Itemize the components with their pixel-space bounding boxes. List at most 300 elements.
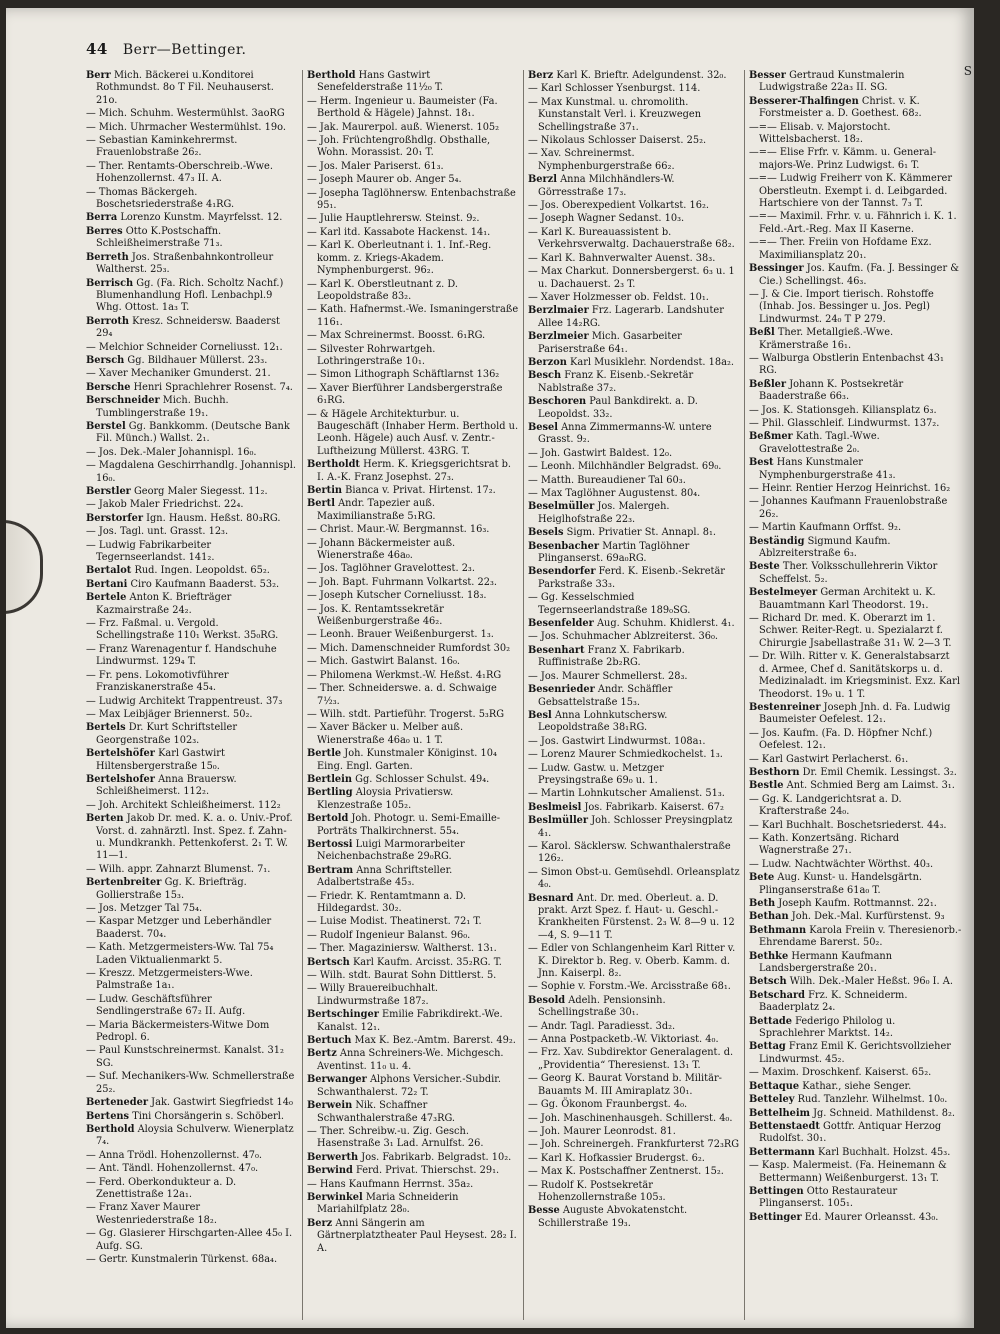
entry-text: — Lorenz Maurer Schmiedkochelst. 1₃. — [528, 749, 723, 761]
directory-entry — [749, 1121, 962, 1146]
entry-surname: Beslmeisl — [528, 801, 582, 813]
directory-entry — [86, 1020, 298, 1045]
directory-entry — [528, 943, 740, 980]
entry-text: Aug. Schuhm. Khidlerst. 4₁. — [596, 618, 735, 630]
entry-surname: Betsch — [749, 976, 787, 988]
entry-surname: Berzlmaier — [528, 305, 589, 317]
entry-surname: Bertschinger — [307, 1009, 379, 1021]
entry-text: — Simon Lithograph Schäftlarnst 136₂ — [307, 369, 500, 381]
directory-entry — [86, 813, 298, 863]
entry-surname: Beständig — [749, 535, 805, 547]
directory-entry — [749, 754, 962, 766]
entry-text: Karl Kaufm. Arcisst. 35₂RG. T. — [352, 956, 502, 968]
entry-surname: Berschneider — [86, 395, 160, 407]
directory-entry — [307, 839, 519, 864]
entry-text: — Joh. Bapt. Fuhrmann Volkartst. 22₃. — [307, 576, 498, 588]
entry-text: — Ludw. Geschäftsführer Sendlingerstraße 67₂ II. Aufg. — [86, 993, 246, 1018]
directory-entry — [307, 188, 519, 213]
binder-clip — [6, 520, 43, 614]
entry-text: — Joh. Architekt Schleißheimerst. 112₂ — [86, 799, 281, 811]
entry-text: — Karl K. Hofkassier Brudergst. 6₂. — [528, 1152, 705, 1164]
entry-text: Auguste Abvokatenstcht. Schillerstraße 19₃. — [538, 1205, 688, 1229]
entry-text: — Jakob Maler Friedrichst. 22₄. — [86, 499, 244, 511]
directory-page — [6, 8, 974, 1328]
entry-surname: Bertlein — [307, 773, 352, 785]
directory-entry — [528, 1047, 740, 1072]
entry-surname: Bertossi — [307, 838, 353, 850]
directory-entry — [307, 1009, 519, 1034]
entry-surname: Bertl — [307, 498, 335, 510]
entry-text: — Mich. Uhrmacher Westermühlst. 19o. — [86, 121, 286, 133]
directory-entry — [86, 252, 298, 277]
entry-text: — Frz. Xav. Subdirektor Generalagent. d. „Providentia“ Theresienst. 13₁ T. — [528, 1047, 734, 1071]
entry-text: Lorenzo Kunstm. Mayrfelsst. 12. — [120, 212, 283, 224]
directory-entry — [749, 418, 962, 430]
directory-entry — [749, 820, 962, 832]
entry-text: — Jos. Tagl. unt. Grasst. 12₃. — [86, 526, 229, 538]
entry-text: Christ. v. K. Forstmeister a. D. Goethest. 68₂. — [759, 95, 922, 120]
directory-entry — [528, 631, 740, 643]
directory-entry — [86, 513, 298, 525]
directory-entry — [86, 421, 298, 446]
entry-text: Sigmund Kaufm. Ablzreiterstraße 6₃. — [759, 535, 891, 560]
entry-surname: Berwein — [307, 1100, 353, 1112]
directory-entry — [307, 524, 519, 536]
page-title: Berr—Bettinger. — [122, 42, 247, 58]
entry-surname: Bettaque — [749, 1080, 800, 1092]
directory-entry — [86, 565, 298, 577]
directory-entry — [749, 951, 962, 976]
directory-entry — [749, 990, 962, 1015]
directory-entry — [749, 1067, 962, 1079]
entry-text: Ther. Volksschullehrerin Viktor Scheffelst. 5₂. — [759, 561, 938, 585]
entry-surname: Bethke — [749, 950, 789, 962]
entry-surname: Bersche — [86, 381, 131, 393]
directory-entry — [749, 728, 962, 753]
entry-text: Luigi Marmorarbeiter Neichenbachstraße 29₀RG. — [317, 838, 465, 863]
entry-text: — Edler von Schlangenheim Karl Ritter v. K. Direktor b. Reg. v. Oberb. Kamm. d. Jnn. Kaiserpl. 8₂. — [528, 943, 736, 980]
entry-surname: Bertens — [86, 1110, 130, 1122]
entry-text: — Jos. Kaufm. (Fa. D. Höpfner Nchf.) Oefelest. 12₁. — [749, 727, 933, 752]
entry-text: — Max Schreinermst. Boosst. 6₁RG. — [307, 330, 486, 342]
entry-text: Franz Emil K. Gerichtsvollzieher Lindwurmst. 45₂. — [759, 1041, 951, 1065]
directory-entry — [528, 788, 740, 800]
directory-entry — [86, 212, 298, 224]
directory-entry — [749, 96, 962, 121]
entry-text: Maria Schneiderin Mariahilfplatz 28₀. — [317, 1191, 459, 1216]
entry-text: — Ther. Magaziniersw. Waltherst. 13₁. — [307, 943, 497, 955]
directory-entry — [86, 1150, 298, 1162]
directory-entry — [749, 1147, 962, 1159]
entry-text: Franz K. Eisenb.-Sekretär Nablstraße 37₂. — [538, 370, 694, 394]
entry-text: — Joseph Maurer ob. Anger 5₄. — [307, 174, 462, 186]
entry-surname: Besnard — [528, 892, 574, 904]
directory-entry — [86, 903, 298, 915]
entry-text: — Ther. Schneiderswe. a. d. Schwaige 7½₃. — [307, 683, 497, 707]
directory-entry — [86, 748, 298, 773]
directory-entry — [307, 240, 519, 277]
directory-entry — [528, 592, 740, 617]
directory-entry — [307, 70, 519, 95]
entry-surname: Berzon — [528, 356, 567, 368]
entry-text: Max K. Bez.-Amtm. Barerst. 49₂. — [354, 1035, 516, 1047]
directory-entry — [86, 460, 298, 485]
entry-text: — Martin Kaufmann Orffst. 9₂. — [749, 522, 902, 534]
entry-text: — Dr. Wilh. Ritter v. K. Generalstabsarzt d. Armee, Chef d. Sanitätskorps u. d. Medizinaladt. im Kriegsminist. Exz. Karl Theodorst. 19₀ u. 1 T. — [749, 651, 960, 700]
directory-entry — [528, 488, 740, 500]
directory-entry — [86, 579, 298, 591]
entry-text: — Max Kunstmal. u. chromolith. Kunstanstalt Verl. i. Kreuzwegen Schellingstraße 37₁. — [528, 96, 702, 133]
directory-entry — [528, 671, 740, 683]
entry-text: Jos. Straßenbahnkontrolleur Waltherst. 25₃. — [96, 251, 274, 276]
directory-entry — [749, 405, 962, 417]
entry-text: Anton K. Briefträger Kazmairstraße 24₂. — [96, 592, 232, 616]
directory-entry — [307, 577, 519, 589]
entry-text: — Joseph Kutscher Corneliusst. 18₃. — [307, 590, 487, 602]
directory-entry — [528, 83, 740, 95]
directory-entry — [307, 1074, 519, 1099]
entry-text: Kresz. Schneidersw. Baaderst 29₄ — [96, 315, 280, 340]
entry-text: Anna Lohnkutschersw. Leopoldstraße 38₁RG. — [538, 709, 668, 734]
directory-entry — [528, 305, 740, 330]
entry-text: Ed. Maurer Orleansst. 43₀. — [804, 1211, 939, 1223]
directory-entry — [307, 865, 519, 890]
entry-surname: Bettenstaedt — [749, 1120, 820, 1132]
entry-surname: Berteneder — [86, 1097, 149, 1109]
entry-surname: Berstler — [86, 486, 131, 497]
entry-surname: Best — [749, 457, 774, 469]
entry-surname: Beßl — [749, 327, 775, 339]
entry-surname: Bertelshöfer — [86, 748, 155, 760]
entry-surname: Besels — [528, 527, 564, 539]
directory-entry — [528, 645, 740, 670]
entry-text: — Wilh. stdt. Baurat Sohn Dittlerst. 5. — [307, 970, 497, 982]
entry-text: — Mich. Gastwirt Balanst. 16₀. — [307, 656, 461, 668]
entry-text: — Leonh. Milchhändler Belgradst. 69₀. — [528, 461, 722, 473]
directory-entry — [749, 211, 962, 236]
entry-text: Anna Brauersw. Schleißheimerst. 112₂. — [96, 773, 237, 798]
directory-entry — [528, 331, 740, 356]
directory-entry — [528, 448, 740, 460]
directory-entry — [307, 344, 519, 369]
directory-entry — [749, 1041, 962, 1066]
directory-entry — [307, 787, 519, 812]
directory-entry — [528, 174, 740, 199]
entry-surname: Bessinger — [749, 263, 804, 275]
directory-entry — [528, 97, 740, 134]
entry-text: — Suf. Mechanikers-Ww. Schmellerstraße 25₂. — [86, 1071, 295, 1095]
directory-entry — [528, 841, 740, 866]
entry-text: — Kath. Hafnermst.-We. Ismaningerstraße 116₁. — [307, 304, 519, 328]
entry-surname: Bertels — [86, 722, 126, 734]
directory-entry — [86, 486, 298, 498]
directory-entry — [307, 538, 519, 563]
directory-entry — [86, 1071, 298, 1096]
entry-text: — Karl K. Oberstleutnant z. D. Leopoldstraße 83₂. — [307, 278, 458, 302]
directory-entry — [528, 501, 740, 526]
entry-text: — Joh. Maurer Leonrodst. 81. — [528, 1125, 676, 1137]
entry-text: —=— Elise Frfr. v. Kämm. u. General-majors-We. Prinz Ludwigst. 6₁ T. — [749, 147, 937, 171]
directory-entry — [307, 459, 519, 484]
entry-text: — Phil. Glasschleif. Lindwurmst. 137₂. — [749, 417, 940, 429]
entry-surname: Bettade — [749, 1015, 792, 1027]
directory-entry — [528, 566, 740, 591]
entry-surname: Berthold — [86, 1123, 135, 1135]
entry-surname: Bertenbreiter — [86, 877, 162, 889]
directory-entry — [749, 522, 962, 534]
entry-text: — Gg. Glasierer Hirschgarten-Allee 45₀ I. Aufg. SG. — [86, 1228, 293, 1252]
directory-entry — [528, 200, 740, 212]
directory-entry — [86, 968, 298, 993]
entry-text: — & Hägele Architekturbur. u. Baugeschäft (Inhaber Herm. Berthold u. Leonh. Hägele) auch Ausf. v. Zentr.-Luftheizung Müllerst. 43RG. T. — [307, 408, 519, 457]
entry-text: Mich. Bäckerei u.Konditorei Rothmundst. 8o T Fil. Neuhauserst. 21o. — [96, 70, 274, 106]
directory-entry — [86, 800, 298, 812]
entry-text: Nik. Schaffner Schwanthalerstraße 47₃RG. — [317, 1100, 456, 1124]
directory-entry — [307, 485, 519, 497]
entry-text: — Rudolf Ingenieur Balanst. 96₀. — [307, 929, 471, 941]
directory-entry — [86, 994, 298, 1019]
entry-surname: Bertin — [307, 485, 343, 496]
entry-text: — Kaspar Metzger und Leberhändler Baaderst. 70₄. — [86, 916, 272, 940]
entry-text: Ign. Hausm. Heßst. 80₃RG. — [146, 512, 281, 524]
directory-entry — [307, 891, 519, 916]
entry-surname: Berwind — [307, 1165, 353, 1177]
entry-surname: Bertz — [307, 1048, 337, 1060]
entry-text: Mich. Buchh. Tumblingerstraße 19₁. — [96, 395, 229, 419]
entry-surname: Beslmüller — [528, 815, 589, 827]
entry-text: — Philomena Werkmst.-W. Heßst. 4₁RG — [307, 669, 502, 681]
directory-entry — [528, 710, 740, 735]
directory-entry — [528, 1034, 740, 1046]
entry-text: — Gg. Ökonom Fraunbergst. 4₀. — [528, 1099, 688, 1111]
entry-text: Sigm. Privatier St. Annapl. 8₁. — [566, 527, 717, 539]
directory-entry — [86, 499, 298, 511]
entry-surname: Besser — [749, 70, 786, 81]
entry-surname: Bersch — [86, 354, 125, 366]
directory-entry — [528, 148, 740, 173]
entry-text: Ferd. K. Eisenb.-Sekretär Parkstraße 33₃. — [538, 566, 725, 590]
entry-text: Ther. Metallgieß.-Wwe. Krämerstraße 16₁. — [759, 327, 894, 351]
entry-surname: Berres — [86, 225, 123, 237]
entry-text: Jos. Malergeh. Heiglhofstraße 22₃. — [538, 501, 670, 525]
entry-text: Karl Gastwirt Hiltensbergerstraße 15₀. — [96, 748, 225, 772]
directory-entry — [86, 942, 298, 967]
entry-text: — Willy Brauereibuchhalt. Lindwurmstraße 187₂. — [307, 983, 439, 1007]
directory-entry — [749, 1160, 962, 1185]
entry-text: Hans Kunstmaler Nymphenburgerstraße 41₃. — [759, 457, 896, 481]
directory-entry — [307, 943, 519, 955]
entry-text: Franz X. Fabrikarb. Ruffinistraße 2b₂RG. — [538, 644, 685, 669]
directory-entry — [86, 342, 298, 354]
directory-entry — [86, 618, 298, 643]
entry-text: Hans Gastwirt Senefelderstraße 11½₀ T. — [317, 70, 444, 94]
directory-entry — [86, 709, 298, 721]
directory-entry — [86, 382, 298, 394]
entry-text: — Friedr. K. Rentamtmann a. D. Hildegardst. 30₂. — [307, 890, 467, 914]
entry-text: — Silvester Rohrwartgeh. Lothringerstraße 10₁. — [307, 343, 436, 367]
directory-entry — [749, 70, 962, 95]
entry-text: — Maxim. Droschkenf. Kaiserst. 65₂. — [749, 1067, 932, 1079]
entry-text: Alphons Versicher.-Subdir. Schwanthalerst. 72₂ T. — [317, 1074, 501, 1098]
directory-entry — [528, 70, 740, 82]
directory-entry — [528, 213, 740, 225]
entry-text: Gertraud Kunstmalerin Ludwigstraße 22a₃ II. SG. — [759, 70, 905, 94]
directory-entry — [749, 833, 962, 858]
entry-surname: Besenbacher — [528, 540, 600, 552]
entry-text: Anna Schreiners-We. Michgesch. Aventinst. 11₀ u. 4. — [317, 1048, 504, 1072]
entry-surname: Berwerth — [307, 1151, 359, 1163]
entry-surname: Bettermann — [749, 1146, 815, 1158]
entry-surname: Berstorfer — [86, 512, 144, 524]
entry-surname: Betschard — [749, 989, 806, 1001]
directory-entry — [86, 187, 298, 212]
directory-entry — [86, 877, 298, 902]
entry-text: Karola Freiin v. Theresienorb.-Ehrendame Barerst. 50₂. — [759, 924, 962, 949]
entry-surname: Bertani — [86, 578, 128, 590]
entry-text: — Jak. Maurerpol. auß. Wienerst. 105₂ — [307, 121, 500, 133]
directory-entry — [528, 227, 740, 252]
entry-text: — Luise Modist. Theatinerst. 72₁ T. — [307, 916, 482, 928]
directory-entry — [528, 1180, 740, 1205]
entry-text: —=— Elisab. v. Majorstocht. Wittelsbacherst. 18₂. — [749, 121, 891, 146]
directory-entry — [749, 767, 962, 779]
entry-text: Jos. Kaufm. (Fa. J. Bessinger & Cie.) Schellingst. 46₃. — [759, 263, 959, 287]
entry-surname: Besserer-Thalfingen — [749, 95, 859, 107]
entry-surname: Besendorfer — [528, 566, 596, 578]
page-header — [86, 40, 246, 62]
entry-text: Frz. Lagerarb. Landshuter Allee 14₂RG. — [538, 305, 724, 329]
directory-entry — [86, 722, 298, 747]
entry-text: — Xaver Mechaniker Gmunderst. 21. — [86, 368, 271, 380]
directory-entry — [86, 226, 298, 251]
entry-text: — Thomas Bäckergeh. Boschetsriederstraße 4₁RG. — [86, 186, 235, 211]
directory-entry — [86, 540, 298, 565]
entry-text: Joseph Jnh. d. Fa. Ludwig Baumeister Oefelest. 12₁. — [759, 701, 951, 726]
entry-text: Jos. Fabrikarb. Belgradst. 10₂. — [361, 1151, 512, 1163]
entry-surname: Besold — [528, 994, 566, 1006]
entry-text: Aloysia Schulverw. Wienerplatz 7₄. — [96, 1123, 294, 1148]
directory-entry — [86, 1097, 298, 1109]
entry-text: — Josepha Taglöhnersw. Entenbachstraße 95₁. — [307, 187, 516, 212]
directory-entry — [307, 1035, 519, 1047]
directory-entry — [749, 173, 962, 210]
directory-entry — [749, 1016, 962, 1041]
directory-entry — [307, 813, 519, 838]
directory-entry — [528, 1166, 740, 1178]
entry-text: — Xaver Holzmesser ob. Feldst. 10₁. — [528, 291, 709, 303]
entry-text: — Ludw. Nachtwächter Wörthst. 40₃. — [749, 858, 934, 870]
entry-text: Bianca v. Privat. Hirtenst. 17₂. — [345, 485, 496, 496]
entry-text: — Kasp. Malermeist. (Fa. Heinemann & Bettermann) Weißenburgerst. 13₁ T. — [749, 1160, 947, 1184]
entry-text: — Karl Schlosser Ysenburgst. 114. — [528, 83, 701, 95]
entry-text: Jg. Schneid. Mathildenst. 8₂. — [813, 1107, 956, 1119]
entry-surname: Bertalot — [86, 565, 132, 577]
entry-text: — Max Taglöhner Augustenst. 80₄. — [528, 488, 701, 499]
entry-text: — Magdalena Geschirrhandlg. Johannispl. 16₀. — [86, 460, 296, 484]
directory-entry — [307, 683, 519, 708]
entry-text: — Jos. K. Stationsgeh. Kiliansplatz 6₃. — [749, 404, 937, 416]
entry-surname: Berten — [86, 813, 124, 825]
column-1 — [82, 70, 303, 1320]
directory-entry — [749, 911, 962, 923]
entry-text: Karl K. Brieftr. Adelgundenst. 32₀. — [556, 70, 727, 81]
directory-entry — [86, 670, 298, 695]
directory-entry — [86, 447, 298, 459]
directory-entry — [749, 1212, 962, 1224]
directory-entry — [307, 629, 519, 641]
entry-text: Frz. K. Schneiderm. Baaderplatz 2₄. — [759, 989, 908, 1014]
directory-entry — [528, 995, 740, 1020]
directory-entry — [528, 541, 740, 566]
entry-text: — Anna Postpacketb.-W. Viktoriast. 4₀. — [528, 1034, 719, 1046]
entry-surname: Berwanger — [307, 1074, 367, 1086]
entry-surname: Bestenreiner — [749, 701, 821, 713]
directory-entry — [307, 1218, 519, 1255]
entry-text: Gg. (Fa. Rich. Scholtz Nachf.) Blumenhandlung Hofl. Lenbachpl.9 Whg. Ottost. 1a₃ T. — [96, 277, 284, 314]
directory-entry — [307, 709, 519, 721]
page-number: 44 — [86, 40, 108, 58]
entry-text: — Kath. Konzertsäng. Richard Wagnerstraße 27₁. — [749, 832, 900, 857]
entry-text: — Jos. Metzger Tal 75₄. — [86, 903, 203, 914]
entry-text: — Franz Xaver Maurer Westenriederstraße 18₂. — [86, 1202, 217, 1226]
column-3 — [524, 70, 745, 1320]
directory-entry — [86, 70, 298, 107]
entry-text: — Jos. Maler Pariserst. 61₃. — [307, 160, 444, 172]
directory-entry — [307, 1048, 519, 1073]
entry-text: — Joh. Schreinergeh. Frankfurterst 72₃RG — [528, 1139, 740, 1151]
entry-surname: Bertold — [307, 813, 349, 825]
entry-text: — Fr. pens. Lokomotivführer Franziskanerstraße 45₄. — [86, 669, 229, 694]
directory-entry — [749, 536, 962, 561]
entry-surname: Bettinger — [749, 1211, 802, 1223]
entry-surname: Berstel — [86, 420, 126, 432]
entry-surname: Bertling — [307, 787, 353, 799]
entry-text: Gg. Schlosser Schulst. 49₄. — [355, 773, 490, 785]
entry-surname: Beth — [749, 898, 776, 909]
entry-text: — Gertr. Kunstmalerin Türkenst. 68a₄. — [86, 1253, 278, 1265]
entry-text: — J. & Cie. Import tierisch. Rohstoffe (Inhab. Jos. Bessinger u. Jos. Pegl) Lindwurmst. 24₀ T P 279. — [749, 288, 934, 325]
directory-entry — [528, 618, 740, 630]
directory-entry — [749, 794, 962, 819]
entry-text: Gg. K. Briefträg. Gollierstraße 15₃. — [96, 877, 247, 901]
directory-entry — [749, 702, 962, 727]
directory-entry — [749, 483, 962, 495]
entry-surname: Bettag — [749, 1041, 786, 1053]
entry-text: — Simon Obst-u. Gemüsehdl. Orleansplatz 4₀. — [528, 866, 740, 891]
entry-surname: Berrisch — [86, 277, 134, 289]
entry-text: — Jos. Dek.-Maler Johannispl. 16₀. — [86, 446, 257, 458]
entry-surname: Bestle — [749, 780, 784, 792]
entry-text: —=— Ther. Freiin von Hofdame Exz. Maximiliansplatz 20₁. — [749, 237, 932, 261]
entry-surname: Bertuch — [307, 1035, 352, 1047]
entry-surname: Beste — [749, 561, 780, 573]
directory-entry — [528, 684, 740, 709]
directory-entry — [528, 1205, 740, 1230]
entry-surname: Bettingen — [749, 1185, 804, 1197]
entry-surname: Bettelheim — [749, 1107, 810, 1119]
entry-text: — Ther. Schreibw.-u. Zig. Gesch. Hasenstraße 3₁ Lad. Arnulfst. 26. — [307, 1125, 484, 1150]
margin-letter: S — [963, 64, 972, 78]
directory-entry — [307, 122, 519, 134]
entry-text: — Mich. Damenschneider Rumfordst 30₂ — [307, 642, 511, 654]
directory-entry — [86, 1111, 298, 1123]
directory-entry — [528, 292, 740, 304]
directory-entry — [307, 1179, 519, 1191]
entry-surname: Bertholdt — [307, 459, 360, 471]
entry-text: — Johann Bäckermeister auß. Wienerstraße 46a₀. — [307, 537, 456, 562]
directory-entry — [528, 422, 740, 447]
entry-text: — Walburga Obstlerin Entenbachst 43₁ RG. — [749, 352, 944, 377]
